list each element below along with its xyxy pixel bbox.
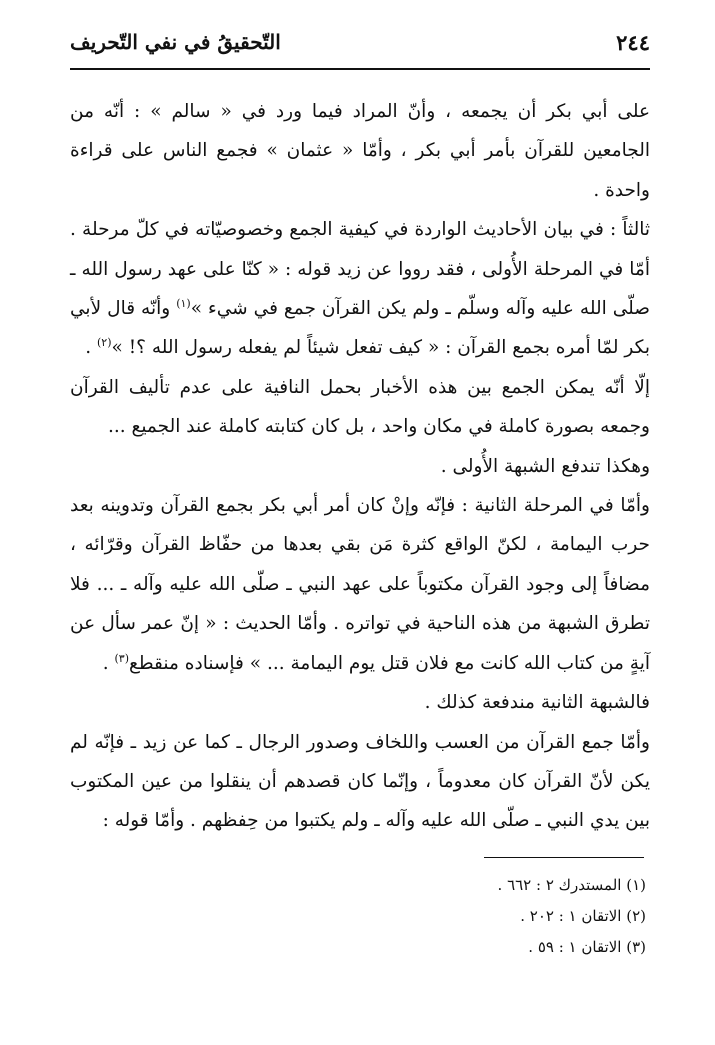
- footnote-1: (١) المستدرك ٢ : ٦٦٢ .: [497, 876, 646, 894]
- footnotes: [70, 870, 646, 963]
- page-header: [70, 28, 650, 66]
- footnote-ref-2[interactable]: (٢): [96, 336, 112, 350]
- page-number: ٢٤٤: [616, 30, 650, 55]
- footnote-2: (٢) الاتقان ١ : ٢٠٢ .: [520, 907, 646, 925]
- paragraph-2: [70, 210, 650, 368]
- body-text: [70, 92, 650, 841]
- paragraph-2-text-2: وأنّه قال لأبي بكر لمّا أمره بجمع القرآن : « كيف تفعل شيئاً لم يفعله رسول الله ؟! »: [70, 298, 650, 359]
- paragraph-5-text: وأمّا في المرحلة الثانية : فإنّه وإنْ كان أمر أبي بكر بجمع القرآن وتدوينه بعد حرب اليمامة ، لكنّ الواقع كثرة مَن بقي بعدها من حفّاظ القرآن وقرّائه ، مضافاً إلى وجود القرآن مكتوباً على عهد النبي ـ صلّى الله عليه وآله ـ ... فلا تطرق الشبهة من هذه الناحية في تواتره . وأمّا الحديث : « إنّ عمر سأل عن آيةٍ من كتاب الله كانت مع فلان قتل يوم اليمامة ... » فإسناده منقطع: [70, 495, 650, 674]
- paragraph-6: فالشبهة الثانية مندفعة كذلك .: [424, 692, 650, 714]
- paragraph-4: وهكذا تندفع الشبهة الأُولى .: [440, 455, 650, 477]
- paragraph-2-end: .: [85, 337, 97, 359]
- paragraph-5-end: .: [102, 652, 115, 674]
- header-rule: [70, 68, 650, 70]
- paragraph-5: [70, 486, 650, 683]
- footnote-ref-3[interactable]: (٣): [114, 651, 130, 665]
- paragraph-1: على أبي بكر أن يجمعه ، وأنّ المراد فيما ورد في « سالم » : أنّه من الجامعين للقرآن بأمر أبي بكر ، وأمّا « عثمان » فجمع الناس على قراءة واحدة .: [70, 101, 650, 201]
- footnote-separator: [484, 857, 644, 858]
- footnote-3: (٣) الاتقان ١ : ٥٩ .: [528, 938, 646, 956]
- running-title: التّحقيقُ في نفي التّحريف: [70, 30, 281, 54]
- paragraph-2-text: ثالثاً : في بيان الأحاديث الواردة في كيفية الجمع وخصوصيّاته في كلّ مرحلة . أمّا في المرحلة الأُولى ، فقد رووا عن زيد قوله : « كنّا على عهد رسول الله ـ صلّى الله عليه وآله وسلّم ـ ولم يكن القرآن جمع في شيء »: [70, 219, 650, 320]
- paragraph-3: إلّا أنّه يمكن الجمع بين هذه الأخبار بحمل النافية على عدم تأليف القرآن وجمعه بصورة كاملة في مكان واحد ، بل كان كتابته كاملة عند الجميع ...: [70, 376, 650, 438]
- footnote-ref-1[interactable]: (١): [176, 297, 191, 311]
- paragraph-7: وأمّا جمع القرآن من العسب واللخاف وصدور الرجال ـ كما عن زيد ـ فإنّه لم يكن لأنّ القرآن كان معدوماً ، وإنّما كان قصدهم أن ينقلوا من عين المكتوب بين يدي النبي ـ صلّى الله عليه وآله ـ ولم يكتبوا من حِفظهم . وأمّا قوله :: [70, 731, 650, 832]
